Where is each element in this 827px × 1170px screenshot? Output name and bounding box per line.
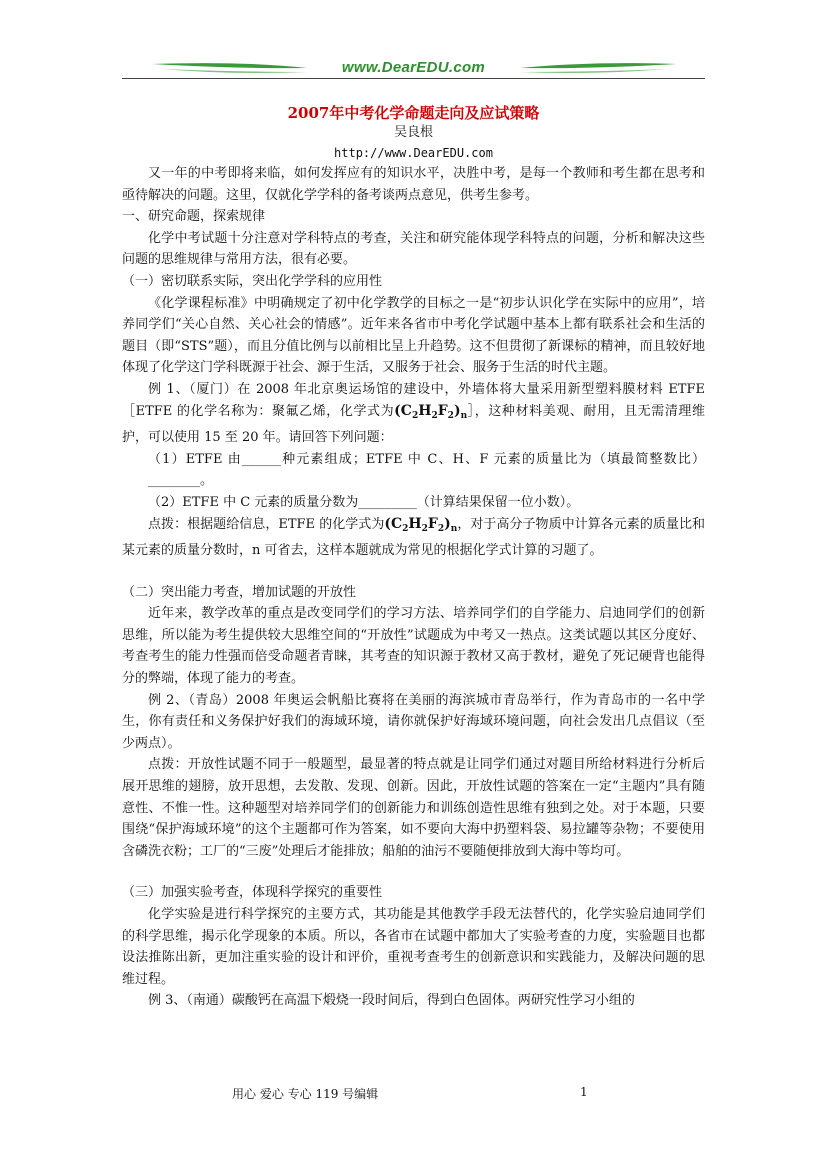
intro-paragraph: 又一年的中考即将来临，如何发挥应有的知识水平，决胜中考，是每一个教师和考生都在思考和亟待解决的问题。这里，仅就化学学科的备考谈两点意见，供考生参考。 <box>122 166 705 203</box>
example2-paragraph: 例 2、（青岛）2008 年奥运会帆船比赛将在美丽的海滨城市青岛举行，作为青岛市的一名中学生，你有责任和义务保护好我们的海域环境，请你就保护好海域环境问题，向社会发出几点倡议（至少两点）。 <box>122 692 705 751</box>
footer-note: 用心 爱心 专心 119 号编辑 <box>232 1087 379 1101</box>
example1-text-b: ］，这种材料美观、耐用，且无需清理维护，可以使用 15 至 20 年。请回答下列问题： <box>122 403 705 446</box>
subsection2-paragraph: 近年来，教学改革的重点是改变同学们的学习方法、培养同学们的自学能力、启迪同学们的创新思维，所以能为考生提供较大思维空间的“开放性”试题成为中考又一热点。这类试题以其区分度好、考查考生的能力性强而倍受命题者青睐，其考查的知识源于教材又高于教材，避免了死记硬背也能得分的弊端，体现了能力的考查。 <box>122 606 705 687</box>
subsection1-paragraph: 《化学课程标准》中明确规定了初中化学教学的目标之一是“初步认识化学在实际中的应用”，培养同学们“关心自然、关心社会的情感”。近年来各省市中考化学试题中基本上都有联系社会和生活的题目（即“STS”题），而且分值比例与以前相比呈上升趋势。这不但贯彻了新课标的精神，而且较好地体现了化学这门学科既源于社会、源于生活，又服务于社会、服务于生活的时代主题。 <box>122 295 705 376</box>
tip1-paragraph <box>122 514 705 562</box>
header-divider <box>122 78 705 79</box>
header-site-url: www.DearEDU.com <box>341 59 486 76</box>
subsection1-heading: （一）密切联系实际，突出化学学科的应用性 <box>122 273 383 289</box>
document-author: 吴良根 <box>393 125 433 140</box>
subsection3-heading: （三）加强实验考查，体现科学探究的重要性 <box>122 885 383 901</box>
section1-paragraph: 化学中考试题十分注意对学科特点的考查，关注和研究能体现学科特点的问题，分析和解决这些问题的思维规律与常用方法，很有必要。 <box>122 230 705 268</box>
tip1-text-b: ，对于高分子物质中计算各元素的质量比和某元素的质量分数时，n 可省去，这样本题就成为常见的根据化学式计算的习题了。 <box>122 516 705 559</box>
etfe-formula: $(C_2H_2F_2)_n$ <box>394 402 468 421</box>
subsection3-paragraph: 化学实验是进行科学探究的主要方式，其功能是其他教学手段无法替代的，化学实验启迪同学们的科学思维，揭示化学现象的本质。所以，各省市在试题中都加大了实验考查的力度，实验题目也都设法推陈出新，更加注重实验的设计和评价，重视考查考生的创新意识和实践能力，及解决问题的思维过程。 <box>122 907 705 987</box>
example1-paragraph <box>122 379 705 449</box>
tip2-paragraph: 点拨：开放性试题不同于一般题型，最显著的特点就是让同学们通过对题目所给材料进行分析后展开思维的翅膀，放开思想，去发散、发现、创新。因此，开放性试题的答案在一定“主题内”具有随意性、不惟一性。这种题型对培养同学们的创新能力和训练创造性思维有独到之处。对于本题，只要围绕“保护海域环境”的这个主题都可作为答案，如不要向大海中扔塑料袋、易拉罐等杂物；不要使用含磷洗衣粉；工厂的“三废”处理后才能排放；船舶的油污不要随便排放到大海中等均可。 <box>122 757 705 859</box>
example1-question1: （1）ETFE 由______种元素组成；ETFE 中 C、H、F 元素的质量比为（填最简整数比）________。 <box>148 451 705 489</box>
page-footer <box>0 1085 827 1105</box>
document-title: 2007年中考化学命题走向及应试策略 <box>287 104 540 122</box>
subsection2-heading: （二）突出能力考查，增加试题的开放性 <box>122 584 357 600</box>
document-url: http://www.DearEDU.com <box>334 146 493 160</box>
example1-text-a: 例 1、（厦门）在 2008 年北京奥运场馆的建设中，外墙体将大量采用新型塑料膜材料 ETFE［ETFE 的化学名称为：聚氟乙烯，化学式为 <box>122 381 705 419</box>
section1-heading: 一、研究命题，探索规律 <box>122 209 266 225</box>
example1-question2: （2）ETFE 中 C 元素的质量分数为_________（计算结果保留一位小数）。 <box>148 494 580 510</box>
etfe-formula-repeat: $(C_2H_2F_2)_n$ <box>384 515 458 534</box>
example3-paragraph: 例 3、（南通）碳酸钙在高温下煅烧一段时间后，得到白色固体。两研究性学习小组的 <box>148 993 635 1009</box>
tip1-text-a: 点拨：根据题给信息，ETFE 的化学式为 <box>148 516 385 532</box>
page-number: 1 <box>580 1085 588 1099</box>
document-body <box>122 103 705 1012</box>
page-header <box>122 55 705 85</box>
